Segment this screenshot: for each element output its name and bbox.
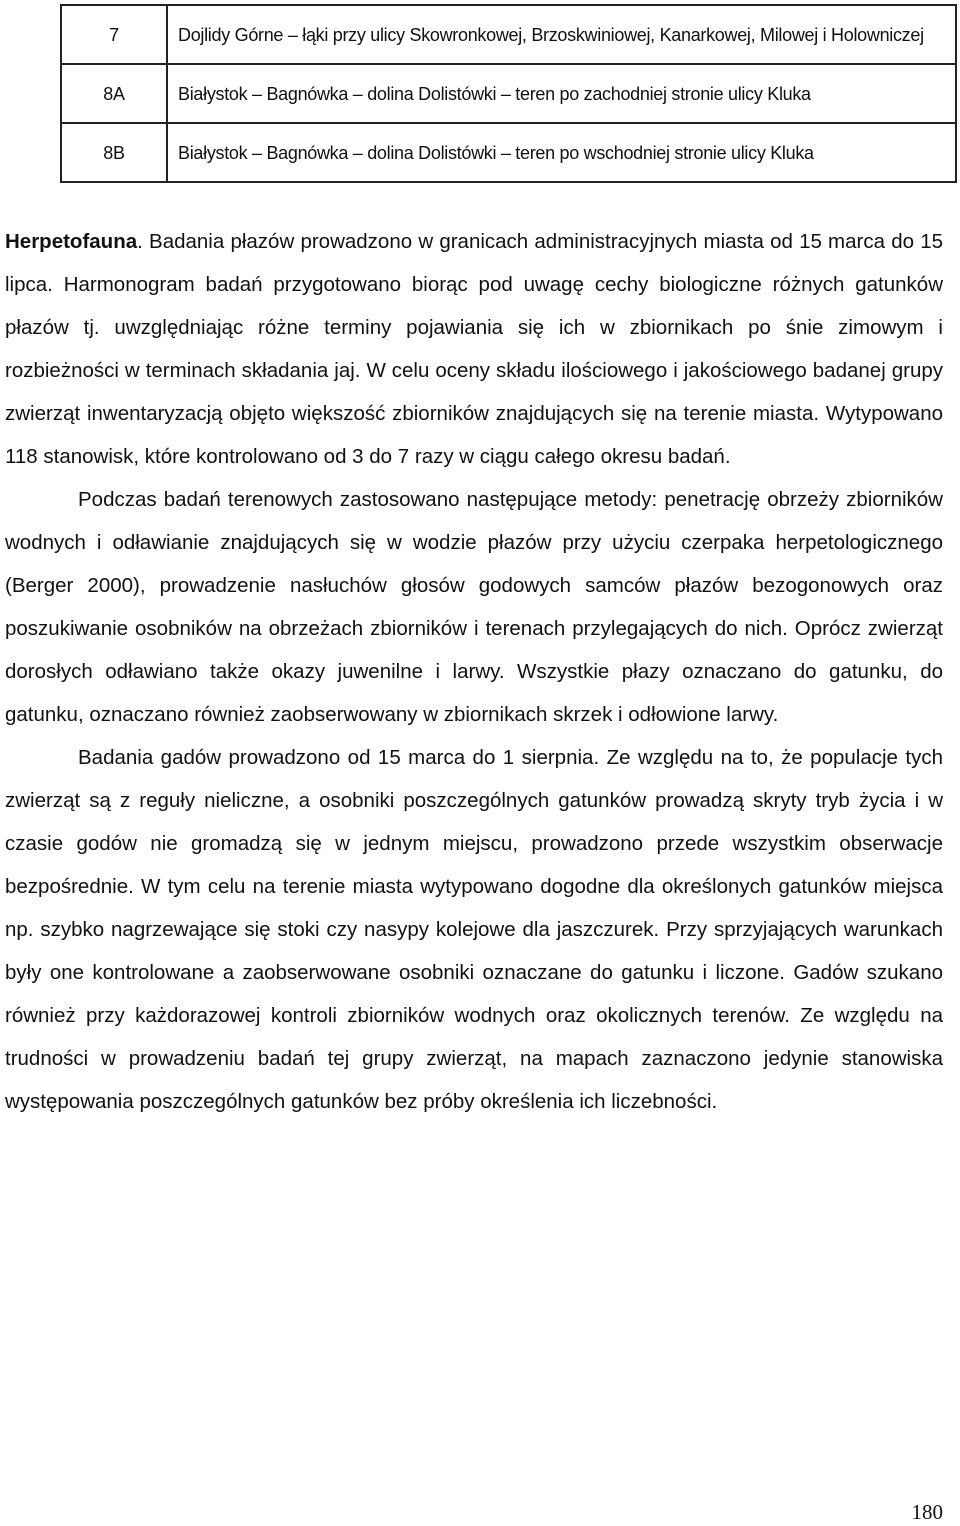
site-number: 8B [61,123,167,182]
table-row [61,64,956,123]
section-heading: Herpetofauna [5,230,138,253]
site-number: 7 [61,5,167,64]
table-row [61,5,956,64]
paragraph-methods: Podczas badań terenowych zastosowano następujące metody: penetrację obrzeży zbiorników wodnych i odławianie znajdujących się w wodzie płazów przy użyciu czerpaka herpetologicznego (Berger 2000), prowadzenie nasłuchów głosów godowych samców płazów bezogonowych oraz poszukiwanie osobników na obrzeżach zbiorników i terenach przylegających do nich. Oprócz zwierząt dorosłych odławiano także okazy juwenilne i larwy. Wszystkie płazy oznaczano do gatunku, do gatunku, oznaczano również zaobserwowany w zbiornikach skrzek i odłowione larwy. [5,488,943,726]
site-number: 8A [61,64,167,123]
paragraph-intro-text: . Badania płazów prowadzono w granicach administracyjnych miasta od 15 marca do 15 lipca. Harmonogram badań przygotowano biorąc pod uwagę cechy biologiczne różnych gatunków płazów tj. uwzględniając różne terminy pojawiania się ich w zbiornikach po śnie zimowym i rozbieżności w terminach składania jaj. W celu oceny składu ilościowego i jakościowego badanej grupy zwierząt inwentaryzacją objęto większość zbiorników znajdujących się na terenie miasta. Wytypowano 118 stanowisk, które kontrolowano od 3 do 7 razy w ciągu całego okresu badań. [5,230,943,468]
site-location: Białystok – Bagnówka – dolina Dolistówki – teren po wschodniej stronie ulicy Kluka [167,123,956,182]
page-number: 180 [911,1500,943,1524]
sites-table [60,4,957,183]
body-text [5,220,943,1123]
table-row [61,123,956,182]
paragraph-reptiles: Badania gadów prowadzono od 15 marca do 1 sierpnia. Ze względu na to, że populacje tych zwierząt są z reguły nieliczne, a osobniki poszczególnych gatunków prowadzą skryty tryb życia i w czasie godów nie gromadzą się w jednym miejscu, prowadzono przede wszystkim obserwacje bezpośrednie. W tym celu na terenie miasta wytypowano dogodne dla określonych gatunków miejsca np. szybko nagrzewające się stoki czy nasypy kolejowe dla jaszczurek. Przy sprzyjających warunkach były one kontrolowane a zaobserwowane osobniki oznaczane do gatunku i liczone. Gadów szukano również przy każdorazowej kontroli zbiorników wodnych oraz okolicznych terenów. Ze względu na trudności w prowadzeniu badań tej grupy zwierząt, na mapach zaznaczono jedynie stanowiska występowania poszczególnych gatunków bez próby określenia ich liczebności. [5,746,943,1113]
site-location: Dojlidy Górne – łąki przy ulicy Skowronkowej, Brzoskwiniowej, Kanarkowej, Milowej i Holowniczej [167,5,956,64]
site-location: Białystok – Bagnówka – dolina Dolistówki – teren po zachodniej stronie ulicy Kluka [167,64,956,123]
paragraph-intro [5,220,943,478]
